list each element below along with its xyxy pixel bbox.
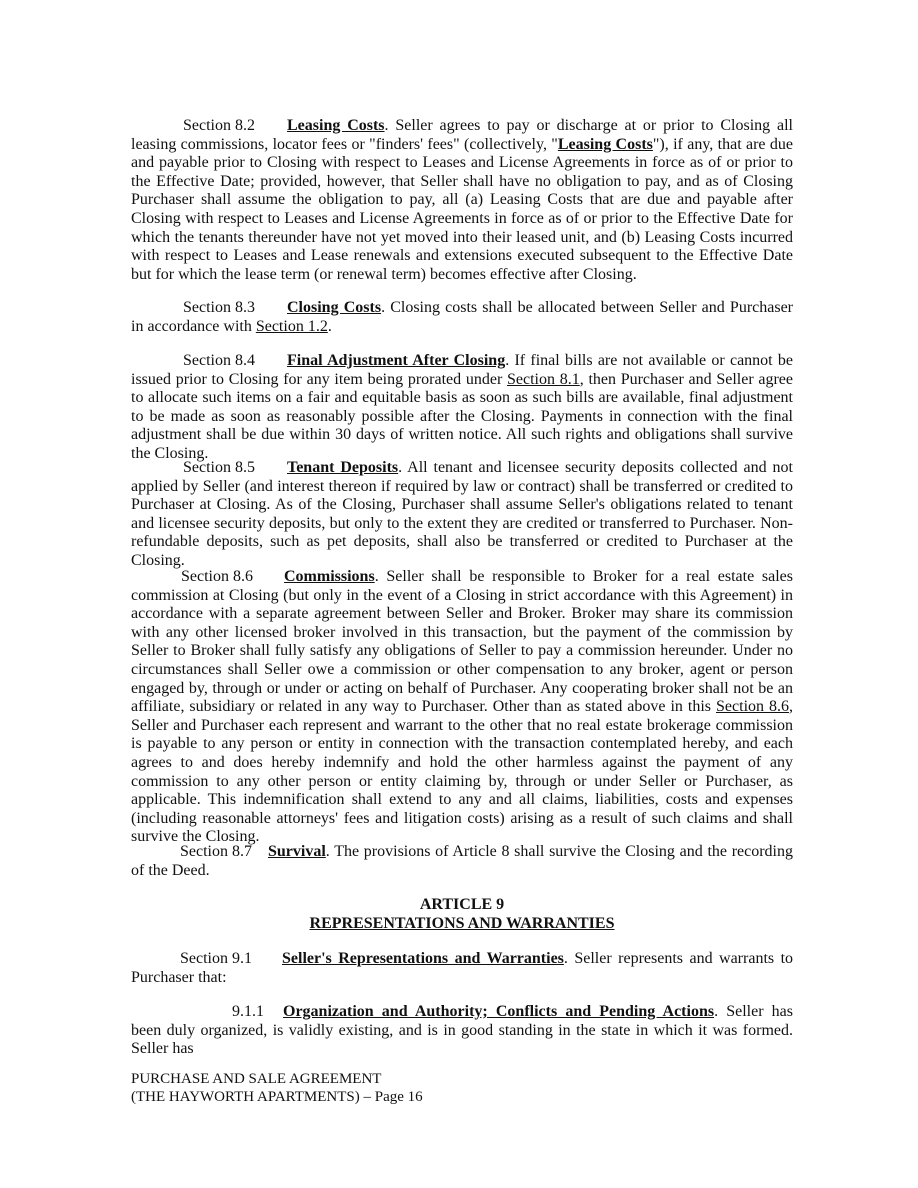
section-text: . Seller represents and warrants to Purchaser that:	[131, 950, 794, 986]
section-label: Section 8.2	[183, 117, 255, 134]
article-number: ARTICLE 9	[419, 896, 505, 913]
section-8-3	[131, 299, 793, 336]
section-label: Section 8.4	[183, 352, 255, 369]
section-reference: Section 8.1	[507, 370, 580, 388]
section-label: Section 8.5	[183, 459, 255, 476]
section-text: . Closing costs shall be allocated between Seller and Purchaser in accordance with	[131, 299, 794, 335]
section-heading: Leasing Costs	[287, 117, 385, 134]
footer-title: PURCHASE AND SALE AGREEMENT	[131, 1071, 382, 1087]
footer-page: (THE HAYWORTH APARTMENTS) – Page 16	[131, 1089, 423, 1105]
section-label: 9.1.1	[232, 1003, 264, 1020]
section-heading: Final Adjustment After Closing	[287, 352, 506, 369]
section-label: Section 8.7	[180, 843, 252, 860]
section-reference: Section 8.6	[716, 698, 789, 716]
article-title: REPRESENTATIONS AND WARRANTIES	[309, 914, 615, 932]
section-heading: Survival	[268, 843, 326, 860]
section-text: . If final bills are not available or cannot be issued prior to Closing for any item being prorated under	[131, 352, 793, 388]
section-text: . All tenant and licensee security deposits collected and not applied by Seller (and interest thereon if required by law or contract) shall be transferred or credited to Purchaser at Closing. As of the Closing, Purchaser shall assume Seller's obligations related to tenant and licensee security deposits, but only to the extent they are credited or transferred to Purchaser. Non-refundable deposits, such as pet deposits, shall also be transferred or credited to Purchaser at the Closing.	[131, 459, 793, 569]
page-footer	[131, 1070, 423, 1106]
article-heading	[131, 896, 793, 933]
section-text: . Seller has been duly organized, is validly existing, and is in good standing in the state in which it was formed. Seller has	[131, 1003, 793, 1058]
section-text: .	[327, 317, 332, 335]
section-text: "), if any, that are due and payable prior to Closing with respect to Leases and License Agreements in force as of or prior to the Effective Date; provided, however, that Seller shall have no obligation to pay, and as of Closing Purchaser shall assume the obligation to pay, all (a) Leasing Costs that are due and payable after Closing with respect to Leases and License Agreements in force as of or prior to the Effective Date for which the tenants thereunder have not yet moved into their leased unit, and (b) Leasing Costs incurred with respect to Leases and Lease renewals and extensions executed subsequent to the Effective Date but for which the lease term (or renewal term) becomes effective after Closing.	[131, 135, 793, 283]
section-heading: Closing Costs	[287, 299, 382, 316]
section-label: Section 8.6	[181, 568, 253, 585]
section-8-4	[131, 352, 793, 464]
section-text: , Seller and Purchaser each represent and warrant to the other that no real estate brokerage commission is payable to any person or entity in connection with the transaction contemplated hereby, and each agrees to and does hereby indemnify and hold the other harmless against the payment of any commission to any other person or entity claiming by, through or under Seller or Purchaser, as applicable. This indemnification shall extend to any and all claims, liabilities, costs and expenses (including reasonable attorneys' fees and litigation costs) arising as a result of such claims and shall survive the Closing.	[131, 698, 793, 846]
section-heading: Organization and Authority; Conflicts and Pending Actions	[283, 1003, 715, 1020]
section-label: Section 8.3	[183, 299, 255, 316]
section-heading: Tenant Deposits	[287, 459, 399, 476]
section-heading: Commissions	[284, 568, 375, 585]
section-text: . Seller agrees to pay or discharge at or prior to Closing all leasing commissions, locator fees or "finders' fees" (collectively, "	[131, 117, 793, 153]
section-heading: Seller's Representations and Warranties	[282, 950, 564, 967]
section-8-6	[131, 568, 793, 847]
section-8-7	[131, 843, 793, 880]
section-text: , then Purchaser and Seller agree to allocate such items on a fair and equitable basis as soon as such bills are available, final adjustment to be made as soon as reasonably possible after the Closing. Payments in connection with the final adjustment shall be due within 30 days of written notice. All such rights and obligations shall survive the Closing.	[131, 370, 793, 462]
section-8-5	[131, 459, 793, 571]
defined-term: Leasing Costs	[557, 135, 653, 153]
section-text: . The provisions of Article 8 shall survive the Closing and the recording of the Deed.	[131, 843, 793, 879]
section-reference: Section 1.2	[255, 317, 328, 335]
section-label: Section 9.1	[180, 950, 252, 967]
section-9-1	[131, 950, 793, 987]
section-text: . Seller shall be responsible to Broker for a real estate sales commission at Closing (but only in the event of a Closing in strict accordance with this Agreement) in accordance with a separate agreement between Seller and Broker. Broker may share its commission with any other licensed broker involved in this transaction, but the payment of the commission by Seller to Broker shall fully satisfy any obligations of Seller to pay a commission hereunder. Under no circumstances shall Seller owe a commission or other compensation to any broker, agent or person engaged by, through or under or acting on behalf of Purchaser. Any cooperating broker shall not be an affiliate, subsidiary or related in any way to Purchaser. Other than as stated above in this	[131, 568, 793, 716]
section-9-1-1	[131, 1003, 793, 1059]
section-8-2	[131, 117, 793, 284]
